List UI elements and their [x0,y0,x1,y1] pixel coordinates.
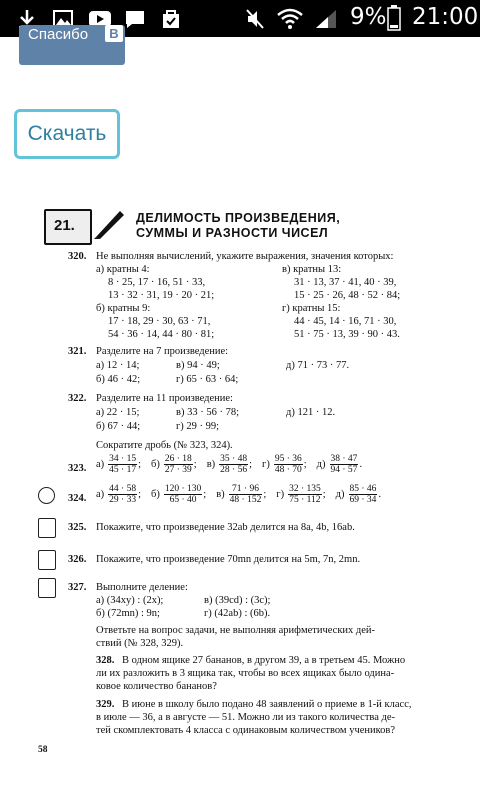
fraction-item [216,484,266,505]
fraction-separator: ; [249,459,253,470]
problem-text: д) 71 · 73 · 77. [286,360,350,371]
signal-icon [314,8,338,30]
problem-text: 13 · 32 · 31, 19 · 20 · 21; [108,290,215,301]
problem-number: 325. [68,522,87,533]
problem-text: а) (34xy) : (2x); [96,595,164,606]
problem-text: б) 46 · 42; [96,374,141,385]
fraction [108,454,137,475]
problem-text: Не выполняя вычислений, укажите выражения, значения которых: [96,251,394,262]
section-title-line: ДЕЛИМОСТЬ ПРОИЗВЕДЕНИЯ, [136,211,341,225]
fraction-separator: ; [263,489,267,500]
fraction-item [336,484,381,505]
thanks-button-label: Спасибо [28,26,89,43]
fraction-numerator: 120 · 130 [164,484,202,494]
fraction [274,454,303,475]
problem-text: а) кратны 4: [96,264,150,275]
section-note: ствий (№ 328, 329). [96,638,184,649]
problem-number: 327. [68,582,87,593]
fraction-numerator: 95 · 36 [274,454,302,464]
fraction-denominator: 48 · 152 [229,495,262,505]
fraction-label: а) [96,459,105,470]
fraction-numerator: 34 · 15 [109,454,137,464]
fraction [108,484,137,505]
problem-text: г) 29 · 99; [176,421,220,432]
problem-text: в) 33 · 56 · 78; [176,407,239,418]
problem-text: г) 65 · 63 · 64; [176,374,239,385]
problem-text: б) (72mn) : 9n; [96,608,160,619]
fraction-numerator: 71 · 96 [229,484,263,495]
battery-icon [387,5,401,31]
fraction-label: а) [96,489,105,500]
problem-text: ли их разложить в 3 ящика так, чтобы во всех ящиках было одина- [96,668,395,679]
problem-text: 8 · 25, 17 · 16, 51 · 33, [108,277,206,288]
problem-text: в июле — 36, а в августе — 51. Можно ли из такого количества де- [96,712,396,723]
fraction-numerator: 35 · 48 [220,454,248,464]
mute-icon [244,8,266,30]
fraction-denominator: 45 · 17 [109,465,137,475]
fraction-label: б) [151,459,160,470]
fraction-label: г) [262,459,270,470]
clock: 21:00 [412,4,479,30]
pencil-icon [92,205,128,241]
fraction-separator: ; [303,459,307,470]
fraction-item [317,454,362,475]
problem-text: 54 · 36 · 14, 44 · 80 · 81; [108,329,215,340]
vk-icon: B [105,25,123,42]
bag-check-icon [160,8,182,30]
fraction-row [96,484,391,505]
problem-number: 322. [68,393,87,404]
message-icon [124,8,146,30]
section-number-box [44,209,92,245]
problem-text: д) 121 · 12. [286,407,336,418]
fraction [229,484,263,505]
fraction-separator: ; [138,459,142,470]
fraction-denominator: 28 · 56 [220,465,248,475]
fraction [330,454,359,475]
fraction-separator: ; [203,489,207,500]
content-area [0,26,480,800]
fraction-label: д) [335,489,345,500]
fraction-item [262,454,307,475]
fraction [219,454,248,475]
problem-text: Разделите на 7 произведение: [96,346,229,357]
fraction-numerator: 38 · 47 [330,454,358,464]
fraction [164,484,202,505]
fraction-denominator: 94 · 57 [330,465,358,475]
problem-text: 44 · 45, 14 · 16, 71 · 30, [294,316,397,327]
battery-percent: 9% [350,4,387,30]
problem-text: б) кратны 9: [96,303,151,314]
fraction-numerator: 44 · 58 [109,484,137,494]
fraction-denominator: 29 · 33 [109,495,137,505]
fraction-separator: ; [138,489,142,500]
problem-text: б) 67 · 44; [96,421,141,432]
problem-number: 324. [68,493,87,504]
problem-text: 31 · 13, 37 · 41, 40 · 39, [294,277,397,288]
fraction-denominator: 27 · 39 [164,465,192,475]
fraction-item [96,484,141,505]
download-button[interactable]: Скачать [14,109,120,159]
problem-text: В июне в школу было подано 48 заявлений о приеме в 1-й класс, [122,699,412,710]
section-note: Ответьте на вопрос задачи, не выполняя арифметических дей- [96,625,376,636]
section-title-line: СУММЫ И РАЗНОСТИ ЧИСЕЛ [136,226,329,240]
fraction-row [96,454,372,475]
problem-text: ковое количество бананов? [96,681,217,692]
thanks-button[interactable] [19,25,125,65]
problem-text: 15 · 25 · 26, 48 · 52 · 84; [294,290,401,301]
problem-text: тей скомплектовать 4 класса с одинаковым количеством учеников? [96,725,396,736]
problem-number: 329. [96,699,115,710]
fraction-separator: ; [193,459,197,470]
fraction-separator: . [378,489,382,500]
fraction-numerator: 26 · 18 [164,454,192,464]
problem-text: Разделите на 11 произведение: [96,393,233,404]
problem-text: 51 · 75 · 13, 39 · 90 · 43. [294,329,400,340]
problem-text: в) (39cd) : (3c); [204,595,271,606]
fraction-denominator: 65 · 40 [169,495,197,505]
problem-number: 326. [68,554,87,565]
fraction-numerator: 32 · 135 [289,484,321,494]
problem-number: 321. [68,346,87,357]
fraction [164,454,193,475]
problem-number: 328. [96,655,115,666]
fraction-item [151,484,206,505]
problem-text: а) 22 · 15; [96,407,140,418]
fraction-item [276,484,325,505]
fraction-label: д) [316,459,326,470]
problem-text: в) 94 · 49; [176,360,220,371]
problem-text: Выполните деление: [96,582,188,593]
problem-text: 17 · 18, 29 · 30, 63 · 71, [108,316,211,327]
problem-text: Покажите, что произведение 70mn делится на 5m, 7n, 2mn. [96,554,361,565]
problem-number: 323. [68,463,87,474]
problem-text: В одном ящике 27 бананов, в другом 39, а в третьем 45. Можно [122,655,406,666]
fraction-label: в) [206,459,216,470]
section-number: 21. [54,217,75,234]
problem-text: Покажите, что произведение 32ab делится на 8a, 4b, 16ab. [96,522,355,533]
fraction-denominator: 75 · 112 [289,495,321,505]
page-number: 58 [38,745,48,755]
fraction-denominator: 69 · 34 [349,495,377,505]
problem-number: 320. [68,251,87,262]
fraction-label: г) [276,489,285,500]
problem-text: г) кратны 15: [282,303,341,314]
homework-marker-icon [38,518,56,538]
problem-text: г) (42ab) : (6b). [204,608,271,619]
fraction-separator: ; [322,489,326,500]
fraction-numerator: 85 · 46 [349,484,377,494]
fraction-item [207,454,252,475]
section-title [136,211,340,241]
wifi-icon [276,8,304,30]
section-note: Сократите дробь (№ 323, 324). [96,440,233,451]
homework-marker-icon [38,550,56,570]
fraction-separator: . [359,459,363,470]
problem-text: а) 12 · 14; [96,360,140,371]
problem-text: в) кратны 13: [282,264,342,275]
textbook-page [24,197,464,797]
fraction [288,484,322,505]
fraction-label: б) [151,489,160,500]
fraction-denominator: 48 · 70 [274,465,302,475]
star-marker-icon [38,487,55,504]
fraction-label: в) [216,489,225,500]
fraction [349,484,378,505]
fraction-item [96,454,141,475]
homework-marker-icon [38,578,56,598]
fraction-item [151,454,197,475]
